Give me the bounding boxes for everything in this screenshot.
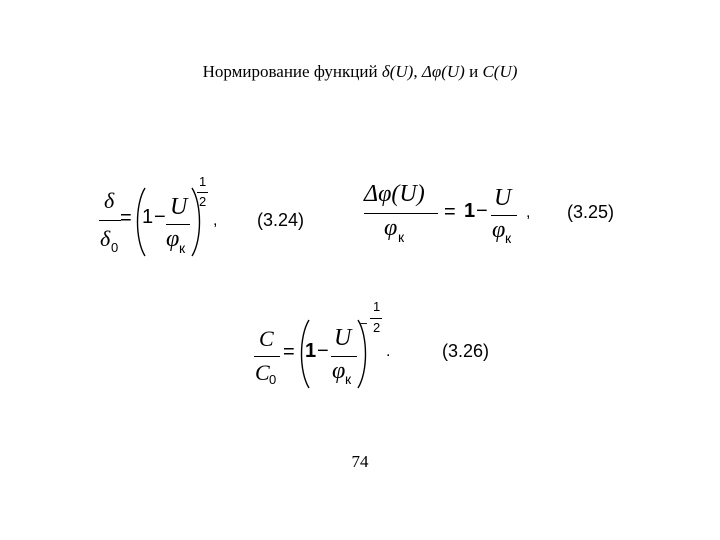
eq3-equals: =: [283, 341, 295, 363]
title-func-c: C(U): [482, 62, 518, 81]
eq1-lhs-denominator: δ: [100, 226, 111, 251]
page-title: [0, 62, 720, 82]
eq3-exponent-numerator: 1: [373, 299, 381, 314]
eq3-lhs-denominator: C: [255, 360, 270, 385]
eq2-phi: φ: [492, 217, 506, 243]
eq3-inner-fraction-bar: [331, 356, 357, 357]
eq3-u: U: [334, 325, 352, 351]
eq2-one: 1: [464, 200, 476, 222]
eq2-lhs-fraction-bar: [364, 213, 438, 214]
title-conjunction: и: [464, 62, 483, 81]
eq1-equals: =: [120, 207, 132, 229]
eq2-number: (3.25): [567, 202, 615, 222]
title-separator: ,: [413, 62, 422, 81]
eq1-exponent-numerator: 1: [199, 174, 207, 189]
eq2-equals: =: [444, 201, 456, 223]
eq3-exponent-denominator: 2: [373, 320, 381, 335]
eq1-exponent-denominator: 2: [199, 194, 207, 209]
eq2-trailing-comma: ,: [526, 204, 531, 221]
eq2-u: U: [494, 185, 512, 211]
eq3-phi: φ: [332, 358, 346, 384]
page-number: 74: [351, 452, 369, 471]
eq2-lhs-denominator: φ: [384, 215, 398, 241]
eq1-number: (3.24): [257, 210, 305, 230]
eq2-lhs-denominator-sub: к: [398, 229, 405, 245]
eq3-exponent-bar: [370, 318, 382, 319]
eq1-phi: φ: [166, 226, 180, 252]
eq3-lhs-numerator: C: [259, 326, 274, 351]
eq3-minus: −: [317, 340, 329, 362]
eq2-minus: −: [476, 200, 488, 222]
eq3-lhs-denominator-sub: 0: [269, 372, 277, 387]
eq1-lhs-denominator-sub: 0: [111, 240, 119, 255]
eq1-trailing-comma: ,: [213, 212, 218, 229]
eq3-phi-sub: к: [345, 371, 352, 387]
eq2-phi-sub: к: [505, 230, 512, 246]
eq3-one: 1: [305, 340, 317, 362]
eq1-one: 1: [142, 206, 154, 228]
eq1-exponent-bar: [197, 192, 208, 193]
eq1-lhs-numerator: δ: [104, 188, 115, 213]
eq1-phi-sub: к: [179, 240, 186, 256]
title-text: Нормирование функций: [202, 62, 382, 81]
eq2-lhs-numerator: Δφ(U): [364, 181, 425, 207]
title-func-delta-phi: Δφ(U): [421, 62, 465, 81]
eq3-exponent-sign: −: [360, 316, 368, 331]
eq1-inner-fraction-bar: [166, 224, 190, 225]
eq3-lhs-fraction-bar: [254, 356, 280, 357]
title-func-delta: δ(U): [381, 62, 414, 81]
eq1-lhs-fraction-bar: [99, 220, 121, 221]
eq3-trailing-period: .: [386, 343, 391, 360]
eq1-u: U: [170, 194, 188, 220]
eq1-minus: −: [154, 206, 166, 228]
eq3-number: (3.26): [442, 341, 490, 361]
eq2-inner-fraction-bar: [491, 215, 517, 216]
